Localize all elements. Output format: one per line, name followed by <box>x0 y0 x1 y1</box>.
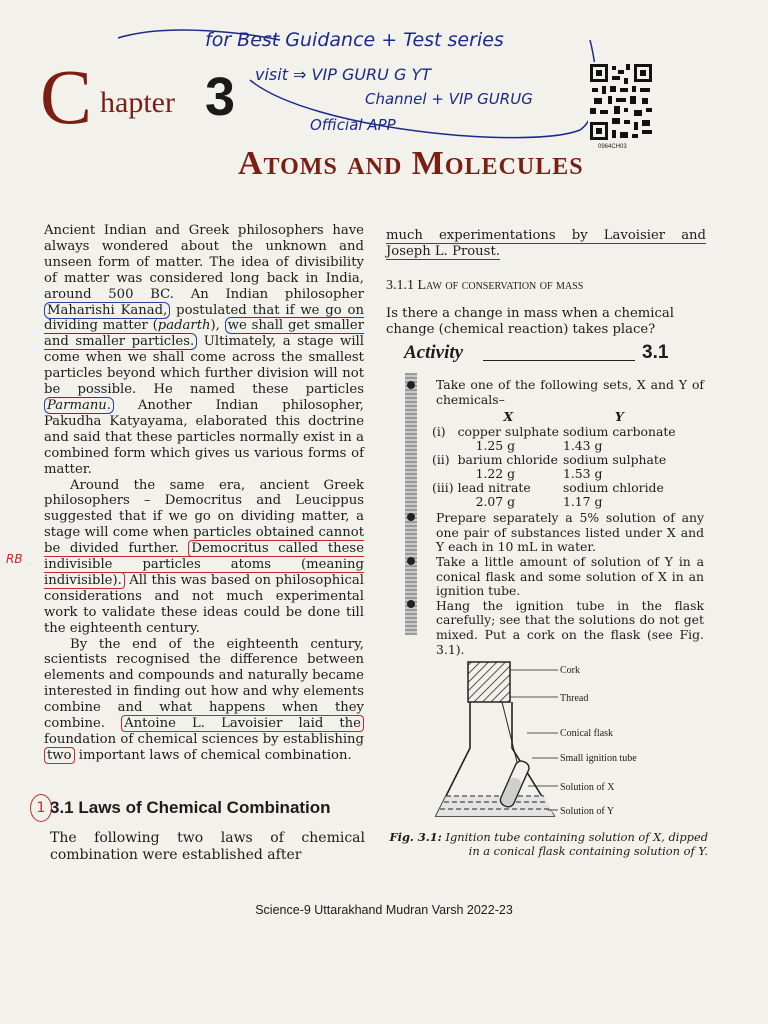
thread <box>502 702 518 766</box>
col-y-header: Y <box>614 409 624 425</box>
left-column <box>44 223 364 764</box>
p1-text-c: ), <box>210 318 220 334</box>
label-solution-y: Solution of Y <box>560 806 615 817</box>
subsection-number: 3.1.1 <box>386 278 414 293</box>
two-highlight: two <box>44 747 75 764</box>
solution-y <box>436 796 554 816</box>
p2-text-a: Around the same era, ancient Greek philosophers – Democritus and Leucippus suggested that if we go on dividing matter, a stage will come when particles obtained cannot be divided further. <box>44 477 364 557</box>
activity-intro: Take one of the following sets, X and Y of chemicals– <box>436 377 704 407</box>
p2-text-b: All this was based on philosophical considerations and not much experimental work to validate these ideas could be done till the eighteenth century. <box>44 572 364 636</box>
p1-text-d: Ultimately, a stage will come when we shall come across the smallest particles beyond which further division will not be possible. He named these particles <box>44 334 364 398</box>
handwritten-note <box>110 20 610 150</box>
paragraph-3 <box>44 637 364 764</box>
chapter-number: 3 <box>205 67 236 127</box>
p3-text-b: foundation of chemical sciences by establishing <box>44 732 364 747</box>
figure-caption-text: Ignition tube containing solution of X, dipped in a conical flask containing solution of Y. <box>445 830 708 858</box>
chapter-word: hapter <box>100 86 175 119</box>
col-x-header: X <box>503 409 514 425</box>
conical-flask-figure <box>432 650 712 825</box>
table-row: (i) copper sulphate 1.25 g sodium carbonate 1.43 g <box>432 424 676 454</box>
figure-caption <box>388 830 708 858</box>
margin-mark: RB <box>6 552 23 566</box>
activity-step-3: Take a little amount of solution of Y in a conical flask and some solution of X in an ignition tube. <box>436 553 704 599</box>
label-cork: Cork <box>560 665 580 676</box>
p1-text-a: Ancient Indian and Greek philosophers have always wondered about the unknown and unseen form of matter. The idea of divisibility of matter was considered long back in India, around 500 BC. An Indian philosopher <box>44 223 364 302</box>
activity-rule <box>483 360 635 361</box>
activity-sidebar <box>405 373 417 635</box>
bullet-icon <box>407 557 415 565</box>
note-line-2: visit ⇒ VIP GURU G YT <box>255 65 431 84</box>
chemical-sets-table <box>430 409 678 509</box>
chapter-title: Atoms and Molecules <box>238 145 584 182</box>
table-row: (iii) lead nitrate 2.07 g sodium chloride 1.17 g <box>432 480 664 510</box>
bullet-icon <box>407 513 415 521</box>
section-circle-mark: 1 <box>30 794 52 822</box>
note-line-1: for Best Guidance + Test series <box>205 29 504 51</box>
democritus-highlight: Democritus called these indivisible particles atoms (meaning indivisible). <box>44 541 364 588</box>
label-tube: Small ignition tube <box>560 753 637 764</box>
question-text: Is there a change in mass when a chemical change (chemical reaction) takes place? <box>386 306 674 337</box>
note-line-4: Official APP <box>310 116 396 134</box>
paragraph-2 <box>44 478 364 637</box>
subsection-heading <box>386 278 583 294</box>
activity-step-4: Hang the ignition tube in the flask carefully; see that the solutions do not get mixed. Put a cork on the flask (see Fig. 3.1). <box>436 597 704 657</box>
qr-code-icon <box>588 62 654 142</box>
cork <box>468 662 510 702</box>
paragraph-1 <box>44 223 364 478</box>
activity-label: Activity <box>404 342 464 363</box>
qr-code-label: 0964CH03 <box>598 144 627 150</box>
table-row: (ii) barium chloride 1.22 g sodium sulphate 1.53 g <box>432 452 667 482</box>
padarth-term: padarth <box>157 318 211 334</box>
smaller-particles-highlight: we shall get smaller and smaller particles. <box>44 318 364 350</box>
p3-text-c: important laws of chemical combination. <box>78 747 352 763</box>
label-flask: Conical flask <box>560 728 614 739</box>
continuation-text: much experimentations by Lavoisier and Joseph L. Proust. <box>386 228 706 259</box>
p1-text-b: postulated that if we go on dividing matter ( <box>44 302 364 334</box>
note-line-3: Channel + VIP GURUG <box>365 90 533 108</box>
section-text: The following two laws of chemical combination were established after <box>50 830 365 863</box>
lavoisier-highlight: Antoine L. Lavoisier laid the <box>121 715 364 732</box>
p3-text-a: By the end of the eighteenth century, scientists recognised the difference between elements and compounds and naturally became interested in finding out how and why elements combine and what happens when they combine. <box>44 636 364 732</box>
parmanu-highlight: Parmanu. <box>44 397 114 414</box>
bullet-icon <box>407 600 415 608</box>
kanad-highlight: Maharishi Kanad, <box>44 302 170 319</box>
figure-number: Fig. 3.1: <box>389 830 442 844</box>
label-solution-x: Solution of X <box>560 782 615 793</box>
activity-number: 3.1 <box>642 342 669 363</box>
activity-step-2: Prepare separately a 5% solution of any one pair of substances listed under X and Y each in 10 mL in water. <box>436 510 704 555</box>
label-thread: Thread <box>560 693 589 704</box>
page-footer: Science-9 Uttarakhand Mudran Varsh 2022-23 <box>255 903 513 917</box>
right-column-continuation <box>386 228 706 260</box>
activity-body <box>432 377 704 657</box>
chapter-initial: C <box>40 53 93 140</box>
p1-text-e: Another Indian philosopher, Pakudha Katyayama, elaborated this doctrine and said that these particles normally exist in a combined form which gives us various forms of matter. <box>44 397 364 477</box>
bullet-icon <box>407 381 415 389</box>
section-heading: 3.1 Laws of Chemical Combination <box>50 798 331 817</box>
subsection-title: Law of conservation of mass <box>417 278 584 293</box>
